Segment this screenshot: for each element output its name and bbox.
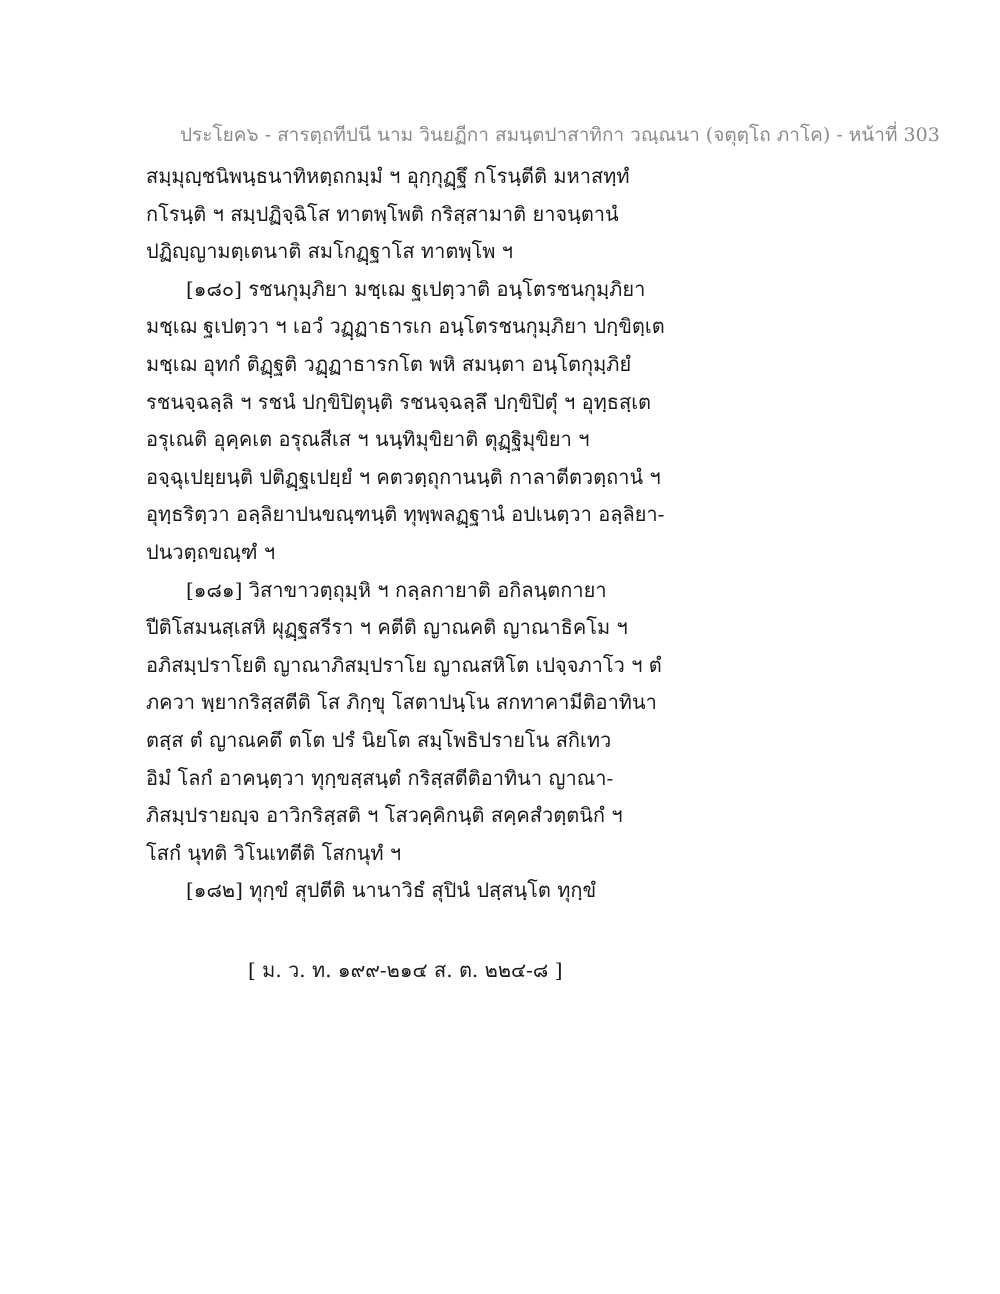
text-line: รชนจฺฉลฺลิ ฯ รชนํ ปกฺขิปิตุนฺติ รชนจฺฉลฺลึ ปกฺขิปิตุํ ฯ อุทฺธสฺเต [146, 389, 652, 414]
text-line: อภิสมฺปราโยติ ญาณาภิสมฺปราโย ญาณสหิโต เปจฺจภาโว ฯ ตํ [146, 652, 662, 677]
text-line: ภิสมฺปรายญฺจ อาวิกริสฺสติ ฯ โสวคฺคิกนฺติ สคฺคสํวตฺตนิกํ ฯ [146, 803, 623, 828]
running-header: ประโยค๖ - สารตฺถทีปนี นาม วินยฏีกา สมนฺตปาสาทิกา วณฺณนา (จตุตฺโถ ภาโค) - หน้าที่ 303 [180, 124, 940, 146]
text-line: กโรนฺติ ฯ สมฺปฏิจฺฉิโส ทาตพฺโพติ กริสฺสามาติ ยาจนฺตานํ [146, 201, 619, 226]
text-line: ปีติโสมนสฺเสหิ ผุฏฺฐสรีรา ฯ คตีติ ญาณคติ ญาณาธิคโม ฯ [146, 615, 628, 640]
text-line: มชฺเฌ อุทกํ ติฏฺฐติ วฏฺฏาธารกโต พหิ สมนฺตา อนฺโตกุมฺภิยํ [146, 351, 632, 376]
text-line: สมฺมุญฺชนิพนฺธนาทิหตฺถกมฺมํ ฯ อุกฺกุฏฺฐึ กโรนฺตีติ มหาสทฺทํ [146, 164, 630, 188]
text-line: ปนวตฺถขณฺฑํ ฯ [146, 539, 276, 564]
text-line: อิมํ โลกํ อาคนฺตฺวา ทุกฺขสฺสนฺตํ กริสฺสตีติอาทินา ญาณา- [146, 765, 614, 790]
text-line: ปฏิญฺญามตฺเตนาติ สมโกฏฺฐาโส ทาตพฺโพ ฯ [146, 239, 514, 264]
text-line: ภควา พฺยากริสฺสตีติ โส ภิกฺขุ โสตาปนฺโน สกทาคามีติอาทินา [146, 690, 657, 715]
text-line: อจฺฉุเปยฺยนฺติ ปติฏฺฐเปยฺยํ ฯ คตวตฺถุกานนฺติ กาลาตีตวตฺถานํ ฯ [146, 464, 661, 489]
text-line: อรุเณติ อุคฺคเต อรุณสีเส ฯ นนฺทิมุขิยาติ ตุฏฺฐิมุขิยา ฯ [146, 427, 590, 452]
reference-footnote: [ ม. ว. ท. ๑๙๙-๒๑๔ ส. ต. ๒๒๔-๘ ] [248, 958, 563, 982]
paragraph-start-line: [๑๘๒] ทุกฺขํ สุปตีติ นานาวิธํ สุปินํ ปสฺสนฺโต ทุกฺขํ [186, 878, 597, 903]
text-line: อุทฺธริตฺวา อลฺลิยาปนขณฺฑนฺติ ทุพฺพลฏฺฐานํ อปเนตฺวา อลฺลิยา- [146, 502, 665, 527]
body-text [146, 158, 866, 910]
paragraph-start-line: [๑๘๐] รชนกุมฺภิยา มชฺเฌ ฐเปตฺวาติ อนฺโตรชนกุมฺภิยา [186, 276, 646, 301]
text-line: มชฺเฌ ฐเปตฺวา ฯ เอวํ วฏฺฏาธารเก อนฺโตรชนกุมฺภิยา ปกฺขิตฺเต [146, 314, 665, 339]
text-line: ตสฺส ตํ ญาณคตึ ตโต ปรํ นิยโต สมฺโพธิปรายโน สกิเทว [146, 727, 612, 752]
paragraph-start-line: [๑๘๑] วิสาขาวตฺถุมฺหิ ฯ กลฺลกายาติ อกิลนฺตกายา [186, 577, 607, 602]
text-line: โสกํ นุทติ วิโนเทตีติ โสกนุทํ ฯ [146, 840, 402, 865]
